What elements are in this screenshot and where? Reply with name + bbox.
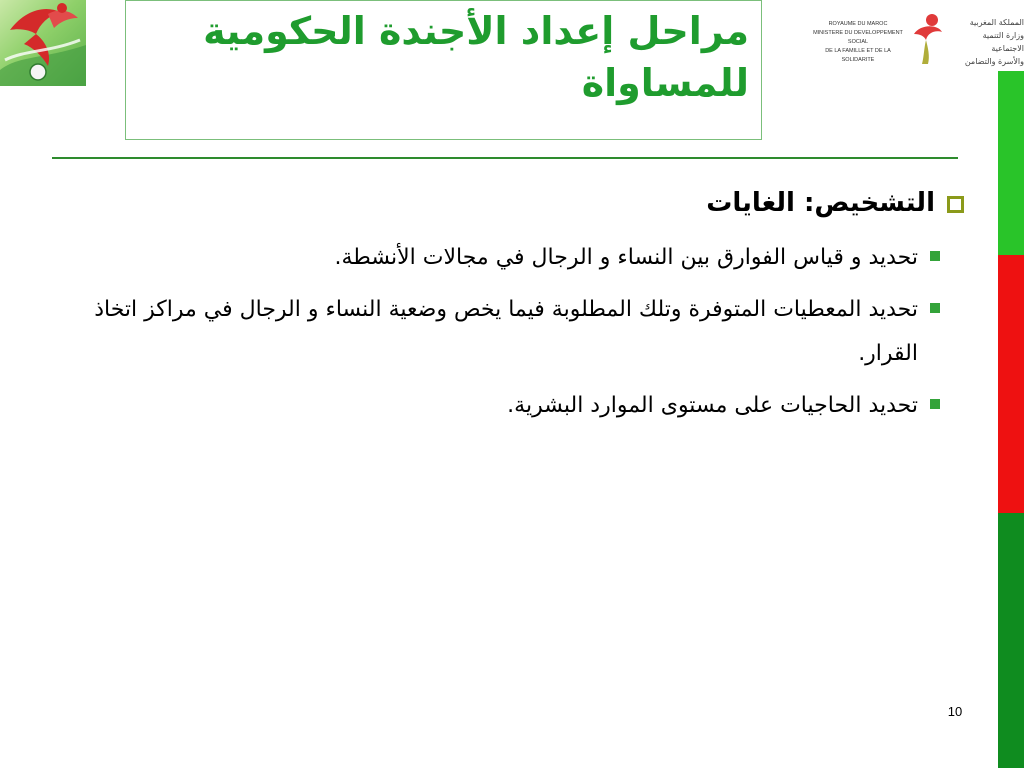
ministry-ar-line: المملكة المغربية xyxy=(969,18,1024,27)
list-item xyxy=(30,384,940,428)
page-number: 10 xyxy=(947,704,963,719)
square-bullet-icon xyxy=(930,303,940,313)
ministry-fr-line: ROYAUME DU MAROC xyxy=(828,21,888,27)
side-bar-dark-green-segment xyxy=(998,513,1024,768)
hollow-square-bullet-icon xyxy=(947,196,964,213)
title-divider xyxy=(52,157,958,159)
ministry-name-arabic xyxy=(950,16,1024,68)
list-item-text: تحديد الحاجيات على مستوى الموارد البشرية. xyxy=(507,393,918,418)
organization-logo xyxy=(0,0,86,86)
title-line-2: للمساواة xyxy=(581,61,749,105)
ministry-logo xyxy=(812,12,1024,68)
list-item-text: تحديد و قياس الفوارق بين النساء و الرجال في مجالات الأنشطة. xyxy=(334,245,918,270)
side-bar-red-segment xyxy=(998,255,1024,513)
title-line-1: مراحل إعداد الأجندة الحكومية xyxy=(203,9,749,53)
side-color-bar xyxy=(998,71,1024,768)
square-bullet-icon xyxy=(930,399,940,409)
ministry-ar-line: وزارة التنمية الاجتماعية xyxy=(982,31,1024,53)
list-item xyxy=(30,236,940,280)
heading-text: التشخيص: الغايات xyxy=(706,188,935,218)
figure-emblem-icon xyxy=(908,12,948,64)
ministry-name-french xyxy=(812,20,904,65)
slide-content xyxy=(30,182,964,436)
dancer-logo-icon xyxy=(0,0,86,86)
ministry-fr-line: MINISTERE DU DEVELOPPEMENT SOCIAL xyxy=(813,30,903,45)
list-item xyxy=(30,288,940,376)
list-item-text: تحديد المعطيات المتوفرة وتلك المطلوبة فيما يخص وضعية النساء و الرجال في مراكز اتخاذ القرار. xyxy=(94,297,918,366)
ministry-fr-line: DE LA FAMILLE ET DE LA SOLIDARITE xyxy=(825,48,891,63)
content-heading xyxy=(30,182,964,224)
slide-title xyxy=(125,0,762,140)
ministry-ar-line: والأسرة والتضامن xyxy=(964,57,1024,66)
square-bullet-icon xyxy=(930,251,940,261)
side-bar-green-segment xyxy=(998,71,1024,255)
